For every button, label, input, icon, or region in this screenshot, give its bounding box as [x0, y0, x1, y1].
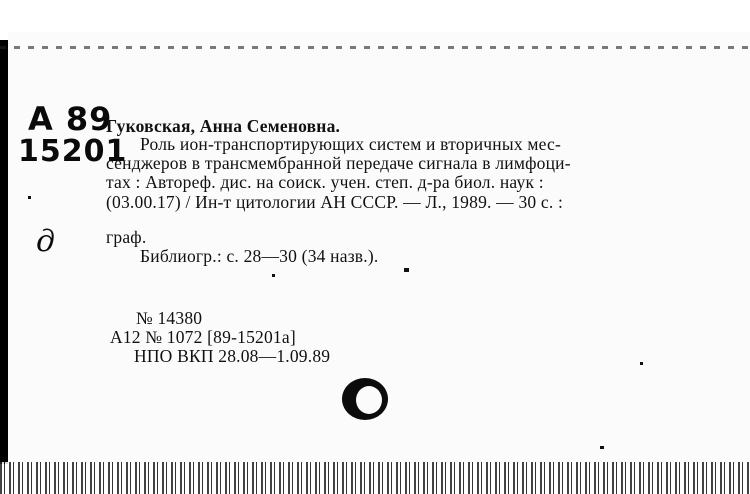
title-line-3: тах : Автореф. дис. на соиск. учен. степ. д-ра биол. наук :: [106, 172, 544, 192]
title-line-4: (03.00.17) / Ин-т цитологии АН СССР. — Л., 1989. — 30 с. :: [106, 192, 564, 212]
catalog-card: [8, 32, 750, 494]
title-line-2: сенджеров в трансмембранной передаче сигнала в лимфоци-: [106, 153, 571, 173]
scan-speck: [600, 446, 604, 449]
card-punch-hole-inner: [356, 386, 382, 414]
call-mark-line2: 15201: [18, 134, 128, 169]
title-line-1: Роль ион-транспортирующих систем и вторичных мес-: [140, 134, 562, 154]
title-line-5: граф.: [106, 227, 147, 247]
bibliography-note: Библиогр.: с. 28—30 (34 назв.).: [140, 246, 379, 266]
registry-org: НПО ВКП 28.08—1.09.89: [134, 346, 331, 366]
scan-speck: [640, 362, 643, 365]
scan-speck: [272, 274, 275, 277]
scan-bottom-noise: [0, 462, 750, 494]
author-heading: Гуковская, Анна Семеновна.: [106, 116, 341, 136]
registry-number: № 14380: [136, 308, 203, 328]
call-mark-line1: A 89: [28, 100, 113, 138]
scan-speck: [28, 196, 31, 199]
scan-left-edge: [0, 40, 8, 464]
scan-top-noise: [0, 46, 750, 49]
registry-code: А12 № 1072 [89-15201а]: [110, 327, 296, 347]
handwritten-mark: д: [36, 224, 57, 259]
scan-speck: [404, 268, 409, 272]
scan-top-margin: [0, 0, 750, 34]
